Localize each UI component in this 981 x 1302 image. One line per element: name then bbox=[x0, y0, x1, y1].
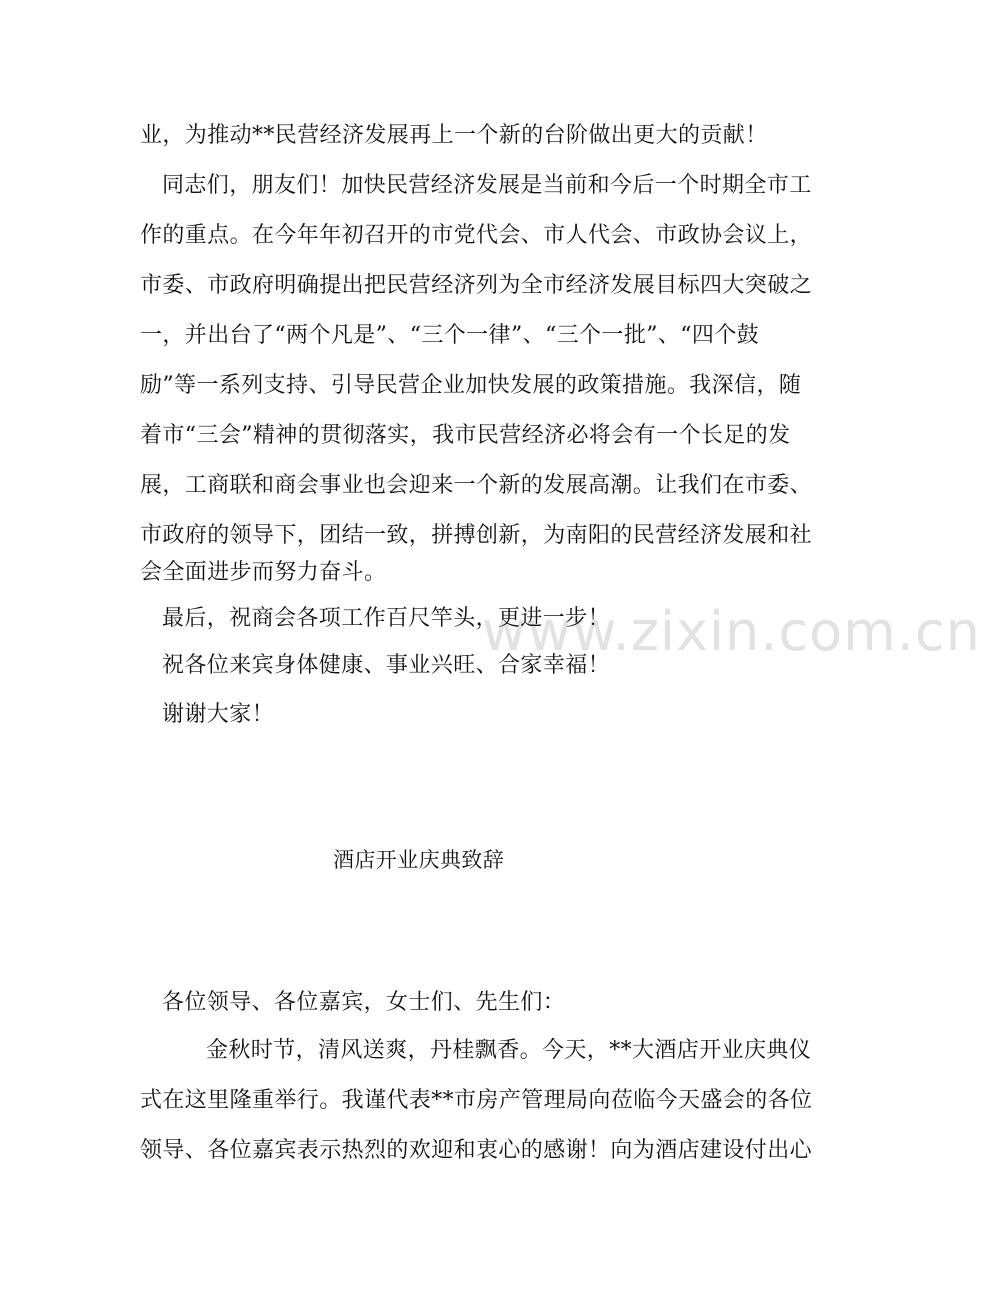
salutation: 各位领导、各位嘉宾，女士们、先生们： bbox=[162, 990, 566, 1015]
paragraph-line: 市政府的领导下，团结一致，拼搏创新，为南阳的民营经济发展和社 bbox=[140, 523, 813, 548]
paragraph-line: 式在这里隆重举行。我谨代表**市房产管理局向莅临今天盛会的各位 bbox=[140, 1088, 813, 1113]
paragraph-line: 业，为推动**民营经济发展再上一个新的台阶做出更大的贡献！ bbox=[140, 123, 768, 148]
paragraph-line: 市委、市政府明确提出把民营经济列为全市经济发展目标四大突破之 bbox=[140, 273, 813, 298]
paragraph-line: 着市“三会”精神的贯彻落实，我市民营经济必将会有一个长足的发 bbox=[140, 423, 791, 448]
paragraph-line: 励”等一系列支持、引导民营企业加快发展的政策措施。我深信，随 bbox=[140, 373, 802, 398]
paragraph-line: 领导、各位嘉宾表示热烈的欢迎和衷心的感谢！向为酒店建设付出心 bbox=[140, 1138, 813, 1163]
paragraph-line: 作的重点。在今年年初召开的市党代会、市人代会、市政协会议上， bbox=[140, 223, 813, 248]
watermark-text: www.zixin.com.cn bbox=[482, 600, 981, 663]
paragraph-line: 同志们，朋友们！加快民营经济发展是当前和今后一个时期全市工 bbox=[162, 173, 812, 198]
section-title: 酒店开业庆典致辞 bbox=[333, 848, 505, 872]
paragraph-line: 展，工商联和商会事业也会迎来一个新的发展高潮。让我们在市委、 bbox=[140, 473, 813, 498]
paragraph-line: 金秋时节，清风送爽，丹桂飘香。今天，**大酒店开业庆典仪 bbox=[206, 1038, 812, 1063]
closing-line: 谢谢大家！ bbox=[162, 702, 275, 727]
closing-line: 最后，祝商会各项工作百尺竿头，更进一步！ bbox=[162, 606, 611, 631]
closing-line: 祝各位来宾身体健康、事业兴旺、合家幸福！ bbox=[162, 653, 611, 678]
paragraph-line: 会全面进步而努力奋斗。 bbox=[140, 560, 387, 585]
paragraph-line: 一，并出台了“两个凡是”、“三个一律”、“三个一批”、“四个鼓 bbox=[140, 323, 760, 348]
